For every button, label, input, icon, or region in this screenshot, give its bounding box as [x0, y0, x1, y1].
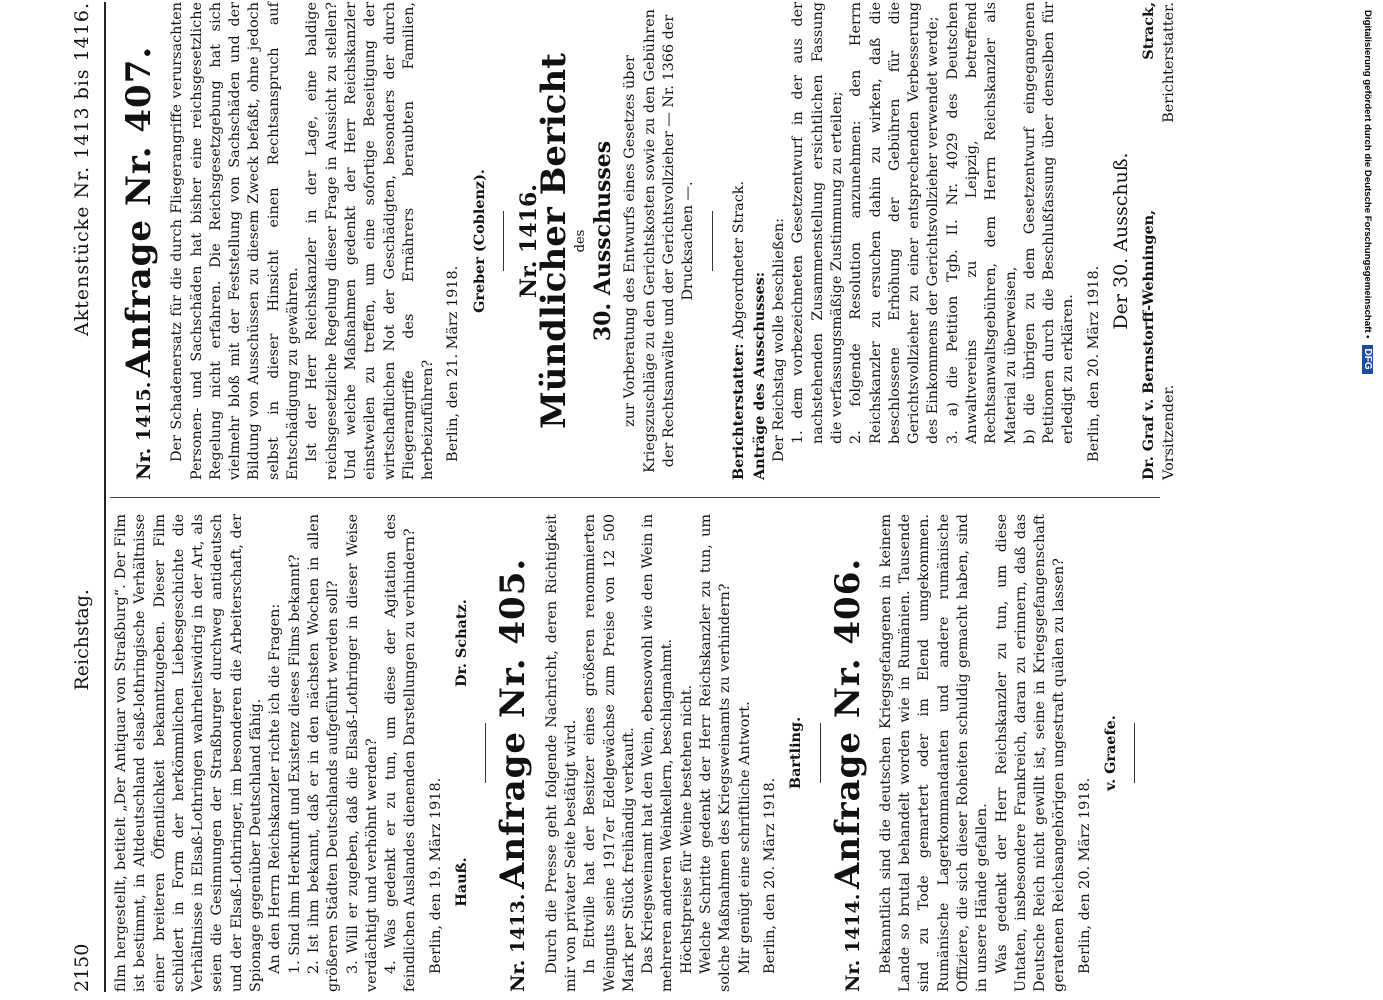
signature: Dr. Schatz.: [453, 599, 471, 687]
motions-label-text: Anträge des Ausschusses:: [750, 271, 768, 480]
header-rule: [104, 2, 106, 992]
signature: Hauß.: [453, 857, 471, 907]
motion-item: 3. a) die Petition Tgb. II. Nr. 4029 des Deutschen Anwaltvereins zu Leipzig, betreffend Rechtsanwaltsgebühren, dem Herrn Reichskanzler als Material zu überweisen,: [944, 2, 1019, 444]
question-item: 4. Was gedenkt er zu tun, um diese der Agitation des feindlichen Auslandes dienenden Darstellungen zu verhindern?: [383, 514, 419, 992]
column-divider: [110, 497, 1160, 498]
report-subject: zur Vorberatung des Entwurfs eines Gesetzes über Kriegszuschläge zu den Gerichtskosten sowie zu den Gebühren der Rechtsanwälte und der Gerichtsvollzieher — Nr. 1366 der Drucksachen —.: [622, 9, 697, 473]
report-number: Nr. 1416.: [516, 184, 543, 298]
committee-closing: Der 30. Ausschuß.: [1110, 152, 1133, 330]
paragraph: Was gedenkt der Herr Reichskanzler zu tun, um diese Untaten, insbesondere Frankreich, daran zu erinnern, daß das Deutsche Reich nicht gewillt ist, seine in Kriegsgefangenschaft geratenen Reichsangehörigen ungestraft quälen zu lassen?: [993, 514, 1068, 992]
motion-item: b) die übrigen zu dem Gesetzentwurf eingegangenen Petitionen durch die Beschlußfassung über denselben für erledigt zu erklären.: [1021, 2, 1077, 444]
credit-text: Digitalisierung gefördert durch die Deutsche Forschungsgemeinschaft •: [1362, 10, 1374, 339]
paragraph: Bekanntlich sind die deutschen Kriegsgefangenen in keinem Lande so brutal behandelt worden wie in Rumänien. Tausende sind zu Tode gemartert oder im Elend umgekommen. Rumänische Lagerkommandanten und andere rumänische Offiziere, die sich dieser Roheiten schuldig gemacht haben, sind in unsere Hände gefallen.: [877, 514, 991, 992]
heading-anfrage-407: [119, 2, 159, 480]
scanned-page: [64, 2, 1350, 992]
header-left: Reichstag.: [71, 589, 93, 691]
intro-paragraph: film hergestellt, betitelt „Der Antiquar von Straßburg“. Der Film ist bestimmt, in Altdeutschland elsaß-lothringische Verhältnisse einer breiteren Öffentlichkeit bekanntzugeben. Dieser Film schildert in Form der herkömmlichen Liebesgeschichte die Verhältnisse in Elsaß-Lothringen wahrheitswidrig in der Art, als seien die Gesinnungen der Straßburger durchweg antideutsch und der Elsaß-Lothringer, im besonderen die Arbeiterschaft, der Spionage gegenüber Deutschland fähig.: [113, 514, 265, 992]
committee-name: 30. Ausschusses: [589, 140, 616, 342]
signature: v. Graefe.: [1102, 715, 1120, 791]
page-number: 2150: [71, 943, 93, 992]
date-line: Berlin, den 19. März 1918.: [427, 777, 444, 974]
digitization-credit: [1353, 0, 1383, 1000]
chair-name: Dr. Graf v. Bernstorff-Wehningen,: [1140, 209, 1158, 480]
separator: [485, 723, 486, 783]
chair-block: [1139, 210, 1179, 480]
question-lead: An den Herrn Reichskanzler richte ich die Fragen:: [267, 603, 284, 974]
motions-lead: Der Reichstag wolle beschließen:: [771, 217, 788, 462]
question-item: 2. Ist ihm bekannt, daß er in den nächsten Wochen in allen größeren Städten Deutschlands aufgeführt werden soll?: [305, 514, 342, 992]
signature: Greber (Coblenz).: [470, 169, 488, 313]
reporter-line: [729, 2, 749, 480]
header-title: Aktenstücke Nr. 1413 bis 1416.: [71, 2, 93, 336]
item-number: Nr. 1413.: [507, 893, 530, 992]
date-line: Berlin, den 20. März 1918.: [1076, 777, 1093, 974]
heading-anfrage-406: [827, 514, 868, 992]
paragraph: Welche Schritte gedenkt der Herr Reichskanzler zu tun, um solche Maßnahmen des Kriegsweinamts zu verhindern?: [698, 514, 734, 992]
paragraph: Mir genügt eine schriftliche Antwort.: [736, 701, 753, 974]
paragraph: Ist der Herr Reichskanzler in der Lage, eine baldige reichsgesetzliche Regelung dieser Frage in Aussicht zu stellen? Und welche Maßnahmen gedenkt der Herr Reichskanzler einstweilen zu treffen, um eine sofortige Beseitigung der wirtschaftlichen Not der Geschädigten, besonders der durch Fliegerangriffe des Ernährers beraubten Familien, herbeizuführen?: [304, 2, 437, 480]
left-column: [112, 514, 1151, 992]
signature: Bartling.: [787, 716, 805, 790]
heading-anfrage-405: [493, 514, 534, 992]
dfg-logo: DFG: [1363, 345, 1374, 374]
signatures: [452, 514, 471, 992]
date-line: Berlin, den 21. März 1918.: [445, 265, 462, 462]
page-header: [64, 2, 100, 992]
chair-role: Vorsitzender.: [1160, 384, 1177, 480]
separator: [1134, 723, 1135, 783]
question-item: 3. Will er zugeben, daß die Elsaß-Lothringer in dieser Weise verdächtigt und verhöhnt werden?: [344, 514, 380, 992]
motions-label: [750, 2, 770, 480]
rapporteur-name: Strack,: [1140, 2, 1158, 60]
paragraph: In Ettville hat der Besitzer eines größeren renommierten Weinguts seine 1917er Edelgewächse zum Preise von 12 500 Mark per Stück freihändig verkauft.: [582, 514, 637, 992]
item-title: Anfrage Nr. 407.: [119, 45, 159, 378]
item-number: Nr. 1414.: [841, 893, 864, 992]
reporter-name: Abgeordneter Strack.: [731, 180, 748, 340]
reporter-label: Berichterstatter:: [730, 343, 748, 480]
item-title: Anfrage Nr. 405.: [493, 557, 534, 890]
question-item: 1. Sind ihm Herkunft und Existenz dieses Films bekannt?: [286, 554, 303, 974]
paragraph: Höchstpreise für Weine bestehen nicht.: [678, 684, 695, 974]
paragraph: Das Kriegsweinamt hat den Wein, ebensowohl wie den Wein in mehreren anderen Weinkellern, beschlagnahmt.: [640, 514, 676, 992]
separator: [820, 723, 821, 783]
separator: [503, 211, 504, 271]
rapporteur-block: [1139, 2, 1179, 123]
motion-item: 1. dem vorbezeichneten Gesetzentwurf in der aus der nachstehenden Zusammenstellung ersichtlichen Fassung die verfassungsmäßige Zustimmung zu erteilen;: [790, 2, 845, 444]
report-title: Mündlicher Bericht: [534, 53, 575, 429]
separator: [712, 211, 713, 271]
motion-item: 2. folgende Resolution anzunehmen: den Herrn Reichskanzler zu ersuchen dahin zu wirken, daß die beschlossene Erhöhung der Gebühren für die Gerichtsvollzieher zu einer entsprechenden Verbesserung des Einkommens der Gerichtsvollzieher verwendet werde;: [848, 2, 942, 444]
paragraph: Der Schadenersatz für die durch Fliegerangriffe verursachten Personen- und Sachschäden hat bisher eine reichsgesetzliche Regelung nicht erfahren. Die Reichsgesetzgebung hat sich vielmehr bloß mit der Feststellung von Sachschäden und der Bildung von Ausschüssen zu diesem Zweck befaßt, ohne jedoch selbst in dieser Hinsicht einen Rechtsanspruch auf Entschädigung zu gewähren.: [169, 2, 302, 480]
item-number: Nr. 1415.: [133, 381, 155, 480]
right-column: [112, 2, 1179, 480]
rapporteur-role: Berichterstatter.: [1160, 2, 1177, 123]
report-des: des: [572, 229, 588, 253]
paragraph: Durch die Presse geht folgende Nachricht, deren Richtigkeit mir von privater Seite bestätigt wird.: [543, 514, 579, 992]
date-line: Berlin, den 20. März 1918.: [761, 777, 778, 974]
date-line: Berlin, den 20. März 1918.: [1085, 265, 1102, 462]
committee-signatures: [1139, 2, 1179, 480]
item-title: Anfrage Nr. 406.: [827, 557, 868, 890]
